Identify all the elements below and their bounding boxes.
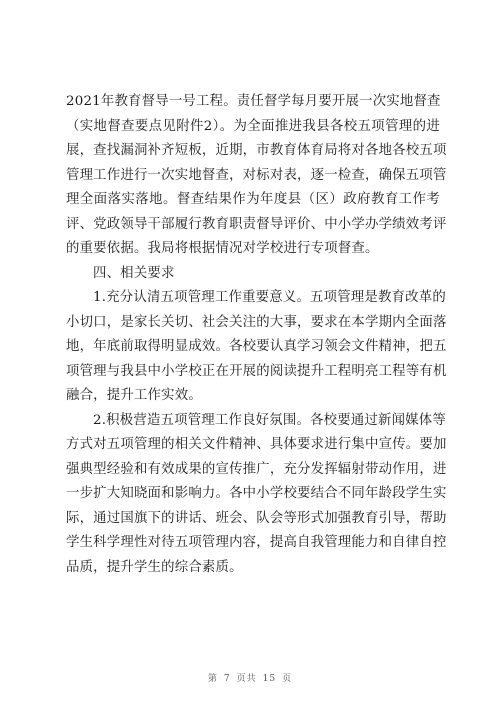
body-line: 品质，提升学生的综合素质。 xyxy=(66,559,243,575)
page-label-suffix: 页 xyxy=(282,674,293,684)
current-page-number: 7 xyxy=(223,674,231,684)
body-line: 方式对五项管理的相关文件精神、具体要求进行集中宣传。要加 xyxy=(66,437,447,452)
body-line: 2.积极营造五项管理工作良好氛围。各校要通过新闻媒体等 xyxy=(93,412,446,428)
body-line: 1.充分认清五项管理工作重要意义。五项管理是教育改革的 xyxy=(93,290,446,305)
body-line: 融合，提升工作实效。 xyxy=(66,388,202,403)
body-line: 强典型经验和有效成果的宣传推广，充分发挥辐射带动作用，进 xyxy=(66,461,447,477)
section-heading: 四、相关要求 xyxy=(93,265,175,281)
body-line: 评、党政领导干部履行教育职责督导评价、中小学办学绩效考评 xyxy=(66,216,447,232)
page-footer xyxy=(0,671,500,684)
body-line: 一步扩大知晓面和影响力。各中小学校要结合不同年龄段学生实 xyxy=(66,486,447,501)
page-label-mid: 页共 xyxy=(236,674,257,684)
body-line: 2021年教育督导一号工程。责任督学每月要开展一次实地督查 xyxy=(66,94,441,109)
total-pages-number: 15 xyxy=(262,674,277,684)
body-line: 小切口，是家长关切、社会关注的大事，要求在本学期内全面落 xyxy=(66,314,447,330)
body-line: 学生科学理性对待五项管理内容，提高自我管理能力和自律自控 xyxy=(66,535,447,550)
document-body xyxy=(66,90,447,580)
body-line: 项管理与我县中小学校正在开展的阅读提升工程明亮工程等有机 xyxy=(66,363,447,379)
page-label-prefix: 第 xyxy=(207,674,218,684)
body-line: 的重要依据。我局将根据情况对学校进行专项督查。 xyxy=(66,241,379,256)
body-line: 地，年底前取得明显成效。各校要认真学习领会文件精神，把五 xyxy=(66,339,447,354)
body-line: （实地督查要点见附件2）。为全面推进我县各校五项管理的进 xyxy=(66,118,440,134)
body-line: 际，通过国旗下的讲话、班会、队会等形式加强教育引导，帮助 xyxy=(66,510,447,526)
body-line: 管理工作进行一次实地督查，对标对表，逐一检查，确保五项管 xyxy=(66,167,447,183)
body-line: 理全面落实落地。督查结果作为年度县（区）政府教育工作考 xyxy=(66,192,440,207)
body-line: 展，查找漏洞补齐短板，近期，市教育体育局将对各地各校五项 xyxy=(66,143,447,158)
